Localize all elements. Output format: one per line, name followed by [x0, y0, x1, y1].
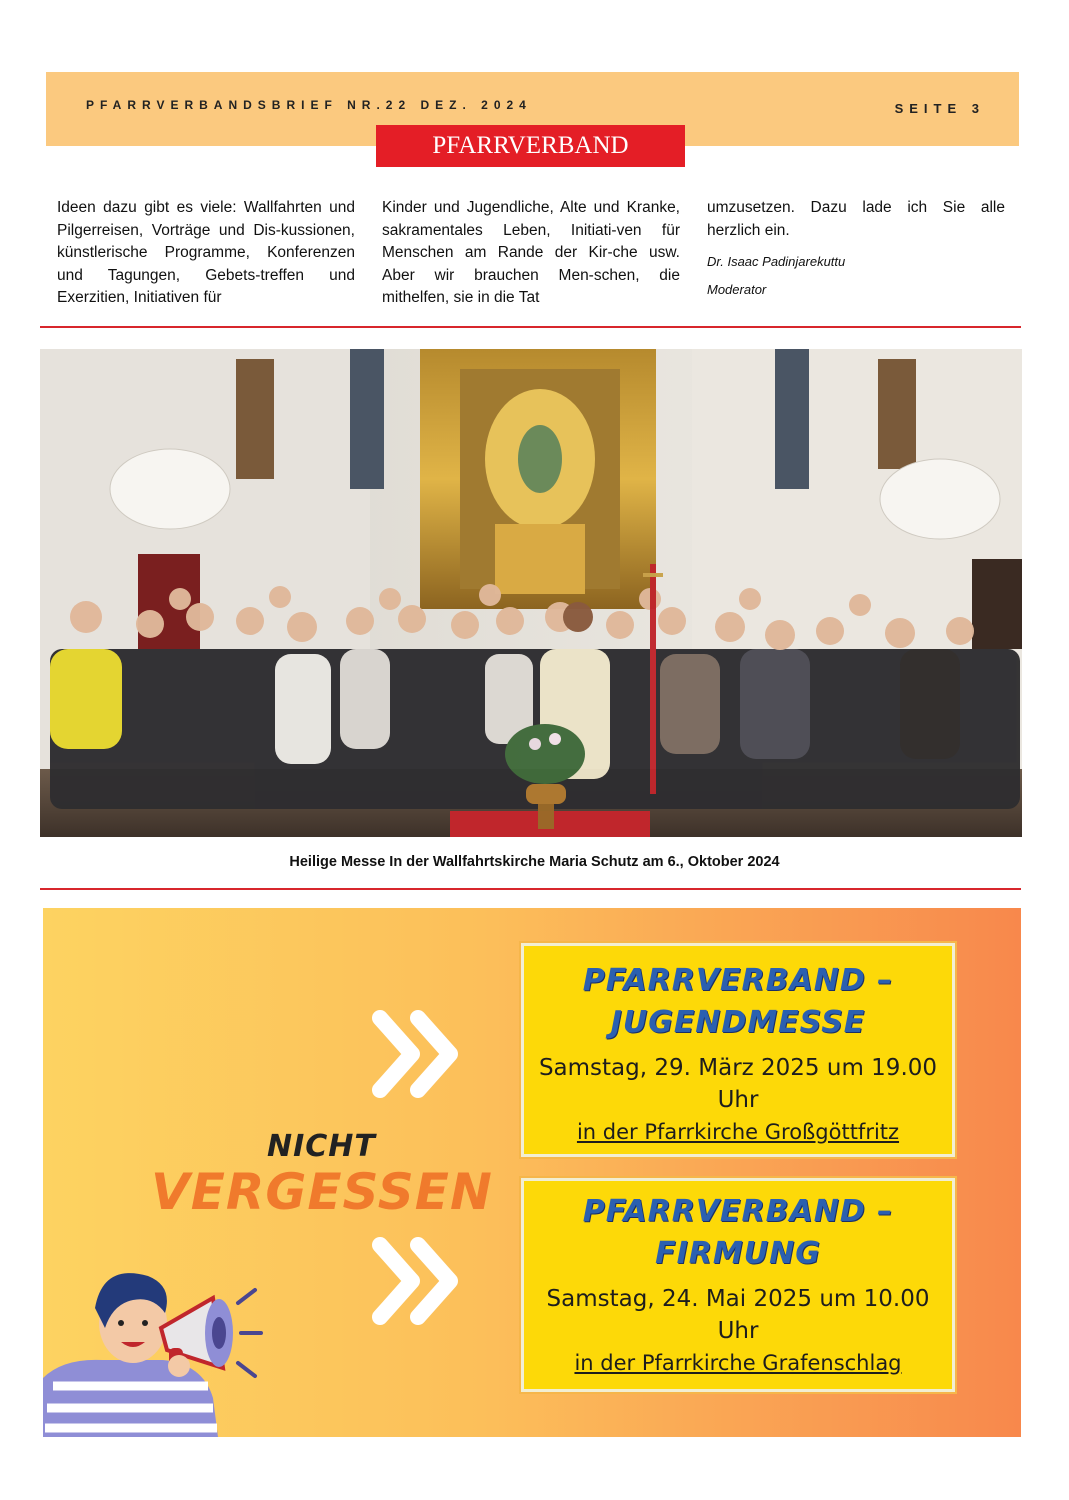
photo-caption: Heilige Messe In der Wallfahrtskirche Maria Schutz am 6., Oktober 2024	[289, 854, 780, 870]
author-name: Dr. Isaac Padinjarekuttu	[707, 254, 846, 269]
article-column-3	[707, 197, 1005, 301]
article-column-1: Ideen dazu gibt es viele: Wallfahrten und Pilgerreisen, Vorträge und Dis-kussionen, künstlerische Programme, Konferenzen und Tagungen, Gebets-treffen und Exerzitien, Initiativen für	[57, 199, 355, 306]
section-label: PFARRVERBAND	[376, 125, 685, 167]
double-chevron-right-icon	[368, 1233, 468, 1333]
newsletter-title: PFARRVERBANDSBRIEF NR.22 DEZ. 2024	[86, 98, 532, 112]
event-title-line2: FIRMUNG	[655, 1236, 821, 1271]
event-title-line2: JUGENDMESSE	[610, 1005, 866, 1040]
event-title-line1: PFARRVERBAND –	[582, 1194, 894, 1229]
event-card-jugendmesse	[521, 943, 955, 1157]
double-chevron-right-icon	[368, 1006, 468, 1106]
group-photo	[40, 349, 1022, 837]
church-group-illustration	[40, 349, 1022, 837]
slogan-nicht: NICHT	[267, 1129, 376, 1164]
page-number: SEITE 3	[894, 101, 985, 116]
event-banner	[43, 908, 1021, 1437]
event-location: in der Pfarrkirche Grafenschlag	[574, 1351, 902, 1375]
event-location: in der Pfarrkirche Großgöttfritz	[576, 1120, 900, 1144]
event-date: Samstag, 24. Mai 2025 um 10.00 Uhr	[546, 1286, 930, 1344]
author-role: Moderator	[707, 282, 767, 297]
megaphone-person-illustration	[43, 1268, 263, 1437]
event-title-line1: PFARRVERBAND –	[582, 963, 894, 998]
divider-top	[40, 326, 1021, 328]
event-date: Samstag, 29. März 2025 um 19.00 Uhr	[538, 1055, 938, 1113]
article-column-2: Kinder und Jugendliche, Alte und Kranke, sakramentales Leben, Initiati-ven für Menschen am Rande der Kir-che usw. Aber wir brauchen Men-schen, die mithelfen, sie in die Tat	[382, 199, 680, 306]
article-text: umzusetzen. Dazu lade ich Sie alle herzlich ein.	[707, 199, 1005, 239]
divider-bottom	[40, 888, 1021, 890]
event-card-firmung	[521, 1178, 955, 1392]
slogan-vergessen: VERGESSEN	[151, 1163, 493, 1221]
